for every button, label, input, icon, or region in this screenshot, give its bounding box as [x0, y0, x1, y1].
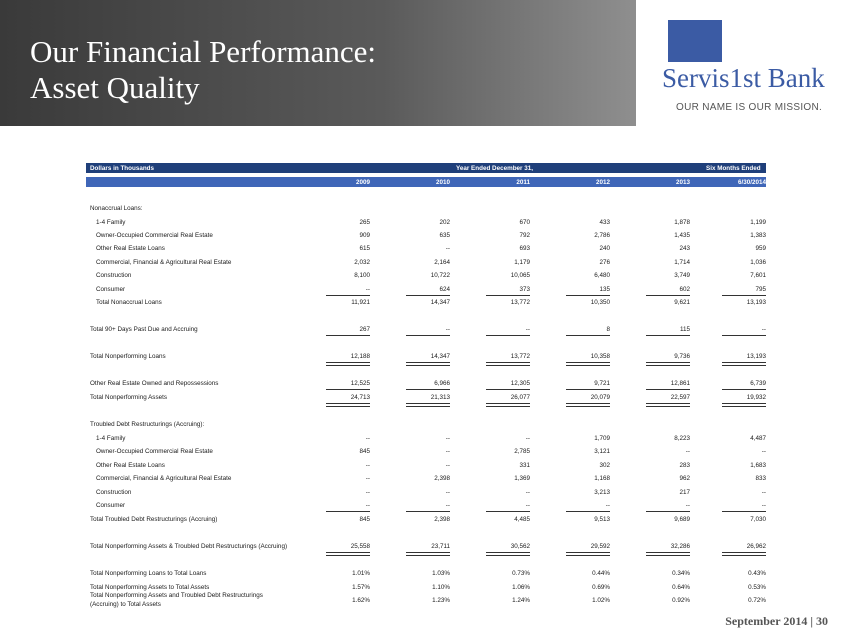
table-row [86, 259, 766, 269]
table-row [86, 462, 766, 472]
table-header-columns [86, 177, 766, 187]
subtotal-rule [566, 295, 610, 296]
row-label: Troubled Debt Restructurings (Accruing): [90, 421, 205, 428]
table-cell: -- [525, 489, 530, 496]
table-cell: 1.24% [512, 597, 530, 604]
table-cell: 0.64% [672, 584, 690, 591]
table-cell: -- [761, 448, 766, 455]
table-cell: 13,193 [746, 353, 766, 360]
table-cell: 4,487 [750, 435, 766, 442]
units-label: Dollars in Thousands [90, 164, 155, 172]
table-row [86, 272, 766, 282]
table-cell: 11,921 [351, 299, 370, 306]
table-cell: 0.53% [748, 584, 766, 591]
table-cell: -- [365, 502, 370, 509]
table-cell: 12,525 [350, 380, 370, 387]
subtotal-rule [326, 511, 370, 512]
table-cell: 1,683 [750, 462, 766, 469]
title-line-1: Our Financial Performance: [30, 34, 377, 69]
row-label: Commercial, Financial & Agricultural Real Estate [96, 259, 232, 266]
table-cell: -- [525, 326, 530, 333]
table-cell: 0.72% [748, 597, 766, 604]
subtotal-rule [566, 335, 610, 336]
subtotal-rule [722, 389, 766, 390]
table-row [86, 421, 766, 431]
slide-title [30, 34, 376, 106]
table-row [86, 489, 766, 499]
table-cell: 13,193 [746, 299, 766, 306]
table-cell: 22,597 [670, 394, 690, 401]
col-header: 2011 [516, 178, 530, 186]
table-cell: 833 [755, 475, 766, 482]
table-cell: 670 [519, 219, 530, 226]
table-cell: -- [365, 462, 370, 469]
table-cell: 302 [599, 462, 610, 469]
total-double-rule [566, 552, 610, 556]
table-cell: -- [365, 435, 370, 442]
table-cell: 13,772 [510, 353, 530, 360]
total-double-rule [326, 552, 370, 556]
subtotal-rule [406, 295, 450, 296]
table-cell: 12,861 [670, 380, 690, 387]
table-cell: 2,164 [434, 259, 450, 266]
row-label: Consumer [96, 502, 126, 509]
table-cell: 795 [755, 286, 766, 293]
logo-name-part2: 1st Bank [729, 63, 825, 93]
row-label: Owner-Occupied Commercial Real Estate [96, 448, 213, 455]
table-cell: 23,711 [431, 543, 450, 550]
table-cell: 26,962 [746, 543, 766, 550]
table-cell: 13,772 [510, 299, 530, 306]
table-cell: 12,188 [350, 353, 370, 360]
table-cell: -- [445, 435, 450, 442]
table-cell: -- [445, 448, 450, 455]
table-cell: 373 [519, 286, 530, 293]
total-double-rule [406, 403, 450, 407]
table-cell: 1,168 [594, 475, 610, 482]
table-cell: 217 [679, 489, 690, 496]
table-row [86, 245, 766, 255]
table-row [86, 570, 766, 580]
table-cell: 0.43% [748, 570, 766, 577]
total-double-rule [646, 403, 690, 407]
table-cell: 9,621 [674, 299, 690, 306]
slide-footer: September 2014 | 30 [725, 614, 828, 628]
table-cell: 9,513 [594, 516, 610, 523]
row-label: Total Nonperforming Assets & Troubled Debt Restructurings (Accruing) [90, 543, 288, 550]
row-label: Total Nonperforming Loans to Total Loans [90, 570, 207, 577]
row-label: Total Nonperforming Assets and Troubled Debt Restructurings [90, 592, 263, 599]
table-cell: 1,435 [674, 232, 690, 239]
table-cell: 909 [359, 232, 370, 239]
table-cell: -- [761, 489, 766, 496]
logo-tagline: OUR NAME IS OUR MISSION. [676, 102, 823, 113]
table-cell: 24,713 [350, 394, 370, 401]
row-label: Construction [96, 489, 132, 496]
table-cell: 8 [606, 326, 610, 333]
table-cell: 3,213 [594, 489, 610, 496]
table-cell: 1.06% [512, 584, 530, 591]
table-cell: 2,786 [594, 232, 610, 239]
table-cell: 6,480 [594, 272, 610, 279]
table-cell: -- [365, 475, 370, 482]
table-cell: 1,878 [674, 219, 690, 226]
table-cell: 2,398 [434, 475, 450, 482]
table-row [86, 435, 766, 445]
row-label-continued: (Accruing) to Total Assets [90, 601, 161, 608]
table-row [86, 205, 766, 215]
col-header: 2010 [435, 178, 450, 186]
table-cell: 135 [599, 286, 610, 293]
col-header: 6/30/2014 [737, 178, 766, 186]
table-cell: 0.69% [592, 584, 610, 591]
table-row [86, 475, 766, 485]
table-cell: 32,286 [670, 543, 690, 550]
table-cell: 1.01% [352, 570, 370, 577]
total-double-rule [326, 362, 370, 366]
row-label: Other Real Estate Owned and Repossessions [90, 380, 219, 387]
table-cell: 8,100 [354, 272, 370, 279]
slide-header [0, 0, 850, 126]
table-row [86, 232, 766, 242]
row-label: Total Nonperforming Assets [90, 394, 167, 401]
table-cell: 1,714 [674, 259, 690, 266]
table-cell: 25,558 [350, 543, 370, 550]
table-cell: -- [525, 502, 530, 509]
row-label: Construction [96, 272, 132, 279]
total-double-rule [646, 552, 690, 556]
table-cell: -- [761, 502, 766, 509]
table-cell: -- [685, 502, 690, 509]
table-header-group [86, 163, 766, 173]
table-cell: 12,305 [510, 380, 530, 387]
table-row [86, 592, 766, 608]
table-cell: 1,036 [750, 259, 766, 266]
total-double-rule [722, 552, 766, 556]
table-cell: 10,722 [430, 272, 450, 279]
table-row [86, 299, 766, 309]
table-cell: -- [445, 326, 450, 333]
table-cell: 693 [519, 245, 530, 252]
table-cell: -- [445, 462, 450, 469]
col-header: 2009 [355, 178, 370, 186]
row-label: Nonaccrual Loans: [90, 205, 143, 212]
table-cell: 21,313 [430, 394, 450, 401]
table-cell: -- [525, 435, 530, 442]
subtotal-rule [646, 295, 690, 296]
table-cell: -- [445, 489, 450, 496]
table-cell: 2,785 [514, 448, 530, 455]
table-cell: 959 [755, 245, 766, 252]
table-cell: 433 [599, 219, 610, 226]
table-cell: 2,398 [434, 516, 450, 523]
row-label: Total Nonaccrual Loans [96, 299, 162, 306]
table-cell: 6,739 [750, 380, 766, 387]
table-cell: 2,032 [354, 259, 370, 266]
table-cell: 1,709 [594, 435, 610, 442]
table-cell: 1,369 [514, 475, 530, 482]
table-cell: 1.03% [432, 570, 450, 577]
subtotal-rule [486, 389, 530, 390]
table-row [86, 219, 766, 229]
table-cell: -- [445, 245, 450, 252]
table-cell: 20,079 [590, 394, 610, 401]
table-cell: 845 [359, 516, 370, 523]
table-cell: 14,347 [430, 299, 450, 306]
table-cell: 1.57% [352, 584, 370, 591]
table-cell: 602 [679, 286, 690, 293]
table-cell: 9,736 [674, 353, 690, 360]
subtotal-rule [486, 511, 530, 512]
subtotal-rule [646, 389, 690, 390]
table-cell: 7,030 [750, 516, 766, 523]
table-cell: 9,721 [594, 380, 610, 387]
total-double-rule [722, 403, 766, 407]
subtotal-rule [406, 335, 450, 336]
table-cell: 267 [359, 326, 370, 333]
table-cell: 115 [679, 326, 690, 333]
table-cell: 1,179 [514, 259, 530, 266]
subtotal-rule [326, 295, 370, 296]
table-cell: 19,932 [746, 394, 766, 401]
table-cell: -- [605, 502, 610, 509]
total-double-rule [566, 403, 610, 407]
table-cell: 3,121 [594, 448, 610, 455]
row-label: Other Real Estate Loans [96, 245, 165, 252]
table-cell: 615 [359, 245, 370, 252]
row-label: 1-4 Family [96, 219, 126, 226]
table-cell: 331 [519, 462, 530, 469]
table-cell: -- [761, 326, 766, 333]
table-cell: 6,966 [434, 380, 450, 387]
table-cell: 0.34% [672, 570, 690, 577]
subtotal-rule [486, 295, 530, 296]
table-cell: 276 [599, 259, 610, 266]
table-cell: 30,562 [510, 543, 530, 550]
table-cell: 14,347 [430, 353, 450, 360]
total-double-rule [486, 362, 530, 366]
total-double-rule [722, 362, 766, 366]
table-cell: 26,077 [510, 394, 530, 401]
row-label: Owner-Occupied Commercial Real Estate [96, 232, 213, 239]
table-cell: 962 [679, 475, 690, 482]
year-ended-header: Year Ended December 31, [456, 164, 534, 172]
subtotal-rule [722, 511, 766, 512]
table-cell: 7,601 [750, 272, 766, 279]
table-cell: 10,065 [510, 272, 530, 279]
table-cell: 10,358 [590, 353, 610, 360]
row-label: Total Troubled Debt Restructurings (Accruing) [90, 516, 218, 523]
subtotal-rule [326, 389, 370, 390]
subtotal-rule [722, 295, 766, 296]
table-cell: 1.23% [432, 597, 450, 604]
subtotal-rule [406, 389, 450, 390]
table-cell: 845 [359, 448, 370, 455]
table-cell: 1.10% [432, 584, 450, 591]
row-label: Total Nonperforming Assets to Total Assets [90, 584, 210, 591]
table-cell: 4,485 [514, 516, 530, 523]
table-cell: 243 [679, 245, 690, 252]
table-cell: -- [685, 448, 690, 455]
row-label: Consumer [96, 286, 126, 293]
logo-name-part1: Servis [662, 63, 730, 93]
table-cell: 29,592 [590, 543, 610, 550]
total-double-rule [326, 403, 370, 407]
row-label: Total Nonperforming Loans [90, 353, 166, 360]
subtotal-rule [646, 335, 690, 336]
row-label: 1-4 Family [96, 435, 126, 442]
table-row [86, 448, 766, 458]
bank-logo [658, 62, 829, 94]
total-double-rule [486, 552, 530, 556]
subtotal-rule [326, 335, 370, 336]
table-cell: 283 [679, 462, 690, 469]
table-cell: 265 [359, 219, 370, 226]
table-cell: 0.44% [592, 570, 610, 577]
table-cell: -- [365, 286, 370, 293]
table-cell: 202 [439, 219, 450, 226]
subtotal-rule [566, 389, 610, 390]
row-label: Total 90+ Days Past Due and Accruing [90, 326, 198, 333]
total-double-rule [646, 362, 690, 366]
subtotal-rule [566, 511, 610, 512]
subtotal-rule [646, 511, 690, 512]
six-months-header: Six Months Ended [706, 164, 761, 172]
total-double-rule [406, 362, 450, 366]
table-cell: 1,383 [750, 232, 766, 239]
subtotal-rule [722, 335, 766, 336]
subtotal-rule [406, 511, 450, 512]
table-cell: 1.62% [352, 597, 370, 604]
row-label: Commercial, Financial & Agricultural Real Estate [96, 475, 232, 482]
table-cell: 8,223 [674, 435, 690, 442]
col-header: 2013 [675, 178, 690, 186]
table-cell: 10,350 [590, 299, 610, 306]
total-double-rule [406, 552, 450, 556]
title-line-2: Asset Quality [30, 70, 200, 105]
total-double-rule [566, 362, 610, 366]
table-cell: 624 [439, 286, 450, 293]
table-cell: 3,749 [674, 272, 690, 279]
subtotal-rule [486, 335, 530, 336]
table-cell: 9,689 [674, 516, 690, 523]
col-header: 2012 [595, 178, 610, 186]
table-cell: 0.92% [672, 597, 690, 604]
table-cell: 1.02% [592, 597, 610, 604]
table-cell: -- [445, 502, 450, 509]
table-cell: 1,199 [750, 219, 766, 226]
table-cell: 792 [519, 232, 530, 239]
table-cell: 240 [599, 245, 610, 252]
total-double-rule [486, 403, 530, 407]
table-cell: 0.73% [512, 570, 530, 577]
table-cell: 635 [439, 232, 450, 239]
table-row [86, 516, 766, 526]
table-cell: -- [365, 489, 370, 496]
row-label: Other Real Estate Loans [96, 462, 165, 469]
